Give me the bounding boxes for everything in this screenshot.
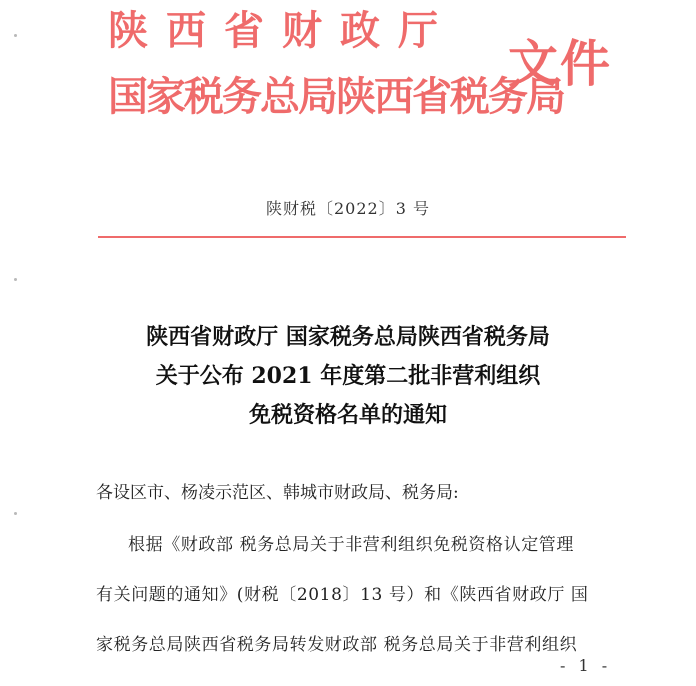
document-number: 陕财税〔2022〕3 号 — [266, 199, 430, 218]
scan-mark-dot — [14, 512, 17, 515]
scan-mark-dot — [14, 278, 17, 281]
title-line-1: 陕西省财政厅 国家税务总局陕西省税务局 — [146, 324, 550, 350]
body-paragraph-line-3: 家税务总局陕西省税务局转发财政部 税务总局关于非营利组织 — [96, 635, 578, 655]
body-paragraph-line-1: 根据《财政部 税务总局关于非营利组织免税资格认定管理 — [128, 535, 575, 555]
body-paragraph-line-2: 有关问题的通知》(财税〔2018〕13 号）和《陕西省财政厅 国 — [96, 585, 589, 605]
document-type-label: 文件 — [508, 34, 612, 93]
notice-title — [0, 318, 696, 435]
red-header-divider — [98, 236, 626, 238]
scan-mark-dot — [14, 34, 17, 37]
page-number: - 1 - — [560, 656, 612, 675]
title-line-2: 关于公布 2021 年度第二批非营利组织 — [155, 363, 541, 389]
issuer-name-finance-dept: 陕西省财政厅 — [108, 7, 456, 54]
title-line-3: 免税资格名单的通知 — [248, 402, 447, 428]
addressee-line: 各设区市、杨凌示范区、韩城市财政局、税务局: — [96, 483, 459, 503]
issuer-name-tax-bureau: 国家税务总局陕西省税务局 — [108, 73, 564, 120]
